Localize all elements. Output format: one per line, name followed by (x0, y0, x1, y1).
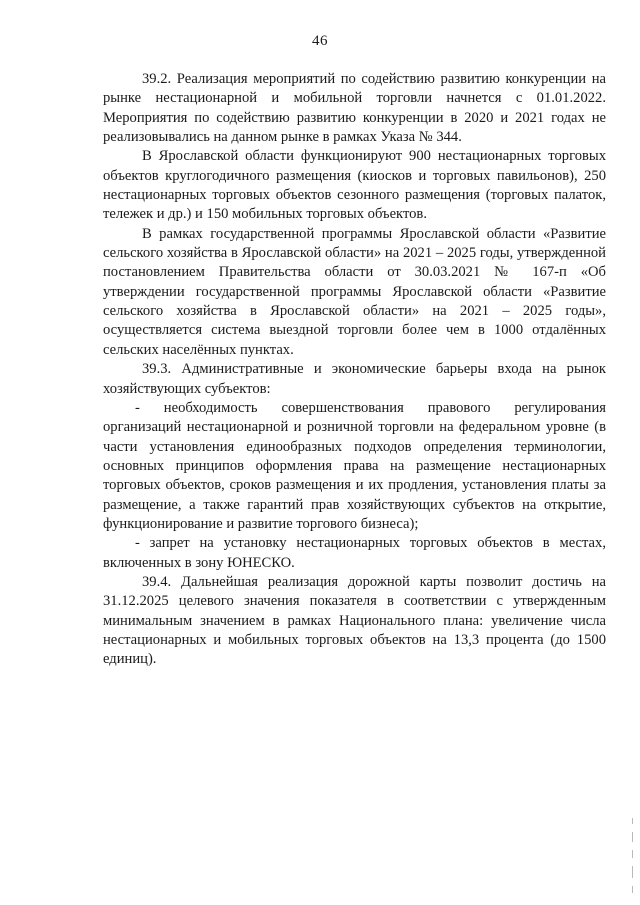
document-body (103, 70, 606, 670)
list-item-regulation: - необходимость совершенствования правового регулирования организаций нестационарной и розничной торговли на федеральном уровне (в части установления единообразных подходов определения терминологии, основных принципов оформления права на размещение нестационарных торговых объектов, сроков размещения и их продления, установления платы за размещение, а также гарантий прав хозяйствующих субъектов на открытие, функционирование и развитие торгового бизнеса); (103, 399, 606, 532)
page-number: 46 (312, 33, 328, 49)
paragraph-state-program: В рамках государственной программы Ярославской области «Развитие сельского хозяйства в Ярославской области» на 2021 – 2025 годы, утвержденной постановлением Правительства области от 30.03.2021 № 167-п «Об утверждении государственной программы Ярославской области «Развитие сельского хозяйства в Ярославской области» на 2021 – 2025 годы», осуществляется система выездной торговли более чем в 1000 отдалённых сельских населённых пунктах. (103, 225, 606, 358)
list-item-unesco-ban: - запрет на установку нестационарных торговых объектов в местах, включенных в зону ЮНЕСКО. (103, 535, 606, 571)
paragraph-39-2: 39.2. Реализация мероприятий по содействию развитию конкуренции на рынке нестационарной и мобильной торговли начнется с 01.01.2022. Мероприятия по содействию развитию конкуренции в 2020 и 2021 годах не реализовывались на данном рынке в рамках Указа № 344. (103, 71, 606, 146)
paragraph-objects-count: В Ярославской области функционируют 900 нестационарных торговых объектов круглогодичного размещения (киосков и торговых павильонов), 250 нестационарных торговых объектов сезонного размещения (торговых палаток, тележек и др.) и 150 мобильных торговых объектов. (103, 148, 606, 223)
scan-margin-marks (630, 818, 634, 893)
paragraph-39-3: 39.3. Административные и экономические барьеры входа на рынок хозяйствующих субъектов: (103, 361, 606, 397)
paragraph-39-4: 39.4. Дальнейшая реализация дорожной карты позволит достичь на 31.12.2025 целевого значения показателя в соответствии с утвержденным минимальным значением в рамках Национального плана: увеличение числа нестационарных и мобильных торговых объектов на 13,3 процента (до 1500 единиц). (103, 573, 606, 668)
